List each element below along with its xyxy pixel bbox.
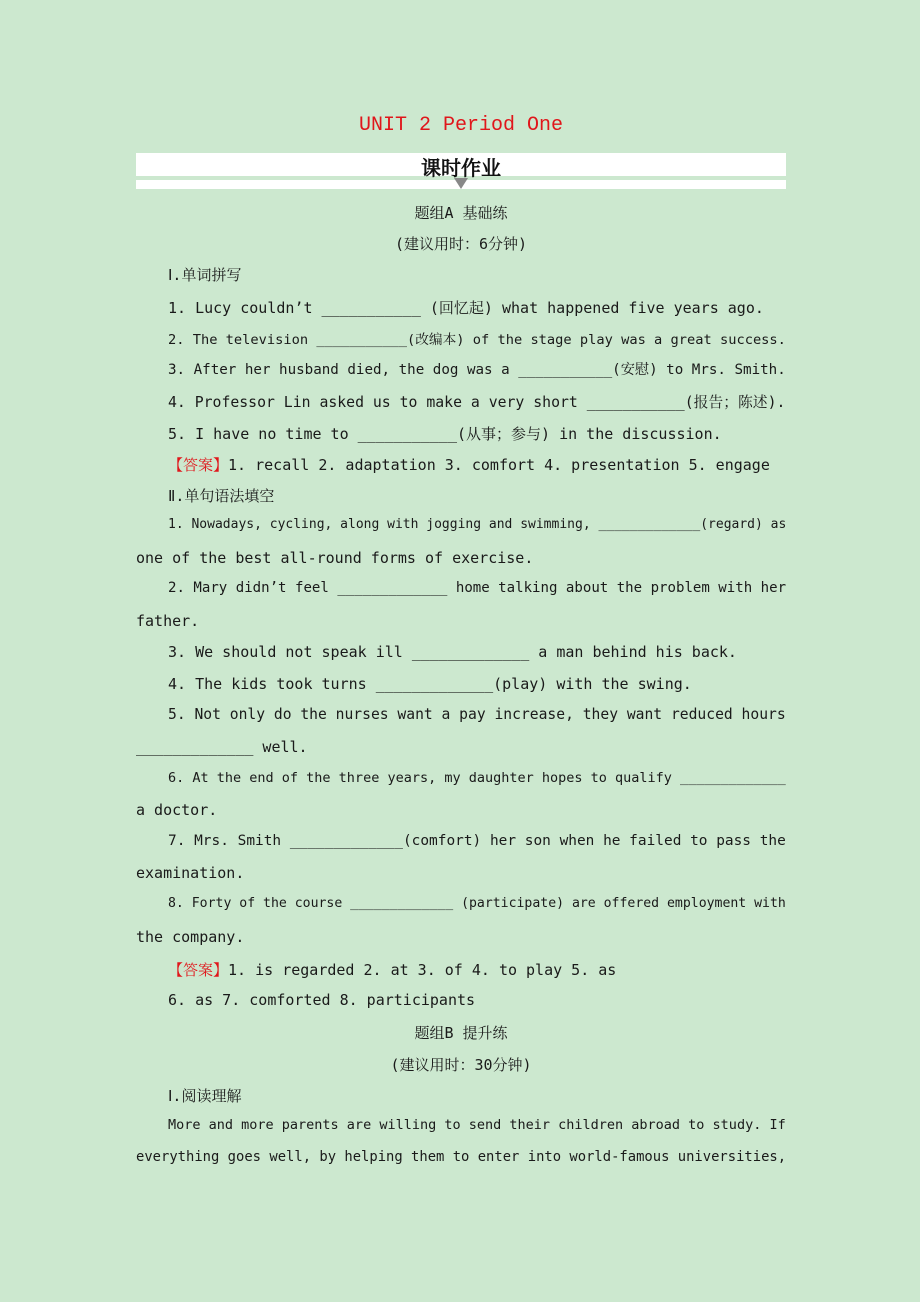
grammar-line: 3. We should not speak ill _____________ a man behind his back. (168, 643, 737, 661)
grammar-line: examination. (136, 864, 245, 882)
spelling-heading: Ⅰ.单词拼写 (168, 266, 242, 284)
section-banner (136, 153, 786, 189)
triangle-down-icon (454, 178, 468, 189)
answer-label: 【答案】 (168, 456, 229, 474)
answer-text: 1. recall 2. adaptation 3. comfort 4. presentation 5. engage (228, 456, 770, 474)
spelling-item: 2. The television ___________(改编本) of the stage play was a great success. (168, 332, 786, 348)
grammar-line: 8. Forty of the course _____________ (participate) are offered employment with (168, 896, 786, 911)
reading-paragraph-line: everything goes well, by helping them to enter into world-famous universities, (136, 1149, 787, 1165)
grammar-answer-cont: 6. as 7. comforted 8. participants (168, 991, 476, 1009)
banner-title: 课时作业 (421, 156, 501, 180)
grammar-line: one of the best all-round forms of exercise. (136, 549, 534, 567)
group-a-time: (建议用时：6分钟) (394, 235, 528, 253)
reading-paragraph-line: More and more parents are willing to send their children abroad to study. If (168, 1117, 786, 1133)
grammar-line: a doctor. (136, 801, 218, 819)
grammar-line: father. (136, 612, 200, 630)
group-b-time: (建议用时：30分钟) (390, 1056, 532, 1074)
grammar-line: 7. Mrs. Smith _____________(comfort) her son when he failed to pass the (168, 833, 786, 849)
grammar-line: 1. Nowadays, cycling, along with jogging and swimming, _____________(regard) as (168, 517, 787, 532)
spelling-answer (168, 454, 770, 475)
grammar-heading: Ⅱ.单句语法填空 (168, 487, 275, 505)
reading-heading: Ⅰ.阅读理解 (168, 1087, 242, 1105)
grammar-answer (168, 959, 616, 980)
grammar-line: 2. Mary didn’t feel _____________ home talking about the problem with her (168, 580, 787, 596)
group-a-title: 题组A 基础练 (414, 204, 508, 222)
spelling-item: 3. After her husband died, the dog was a ___________(安慰) to Mrs. Smith. (168, 362, 786, 378)
group-b-title: 题组B 提升练 (414, 1024, 508, 1042)
unit-title: UNIT 2 Period One (358, 114, 564, 137)
spelling-item: 1. Lucy couldn’t ___________ (回忆起) what happened five years ago. (168, 299, 764, 317)
grammar-line: 6. At the end of the three years, my daughter hopes to qualify _____________ (168, 770, 786, 786)
grammar-line: 4. The kids took turns _____________(play) with the swing. (168, 675, 692, 693)
grammar-line: the company. (136, 928, 245, 946)
grammar-line: _____________ well. (136, 738, 308, 756)
spelling-item: 4. Professor Lin asked us to make a very short ___________(报告；陈述). (168, 394, 786, 411)
answer-label: 【答案】 (168, 961, 229, 979)
grammar-line: 5. Not only do the nurses want a pay increase, they want reduced hours (168, 706, 786, 723)
answer-text: 1. is regarded 2. at 3. of 4. to play 5. as (228, 961, 617, 979)
spelling-item: 5. I have no time to ___________(从事；参与) in the discussion. (168, 425, 722, 443)
